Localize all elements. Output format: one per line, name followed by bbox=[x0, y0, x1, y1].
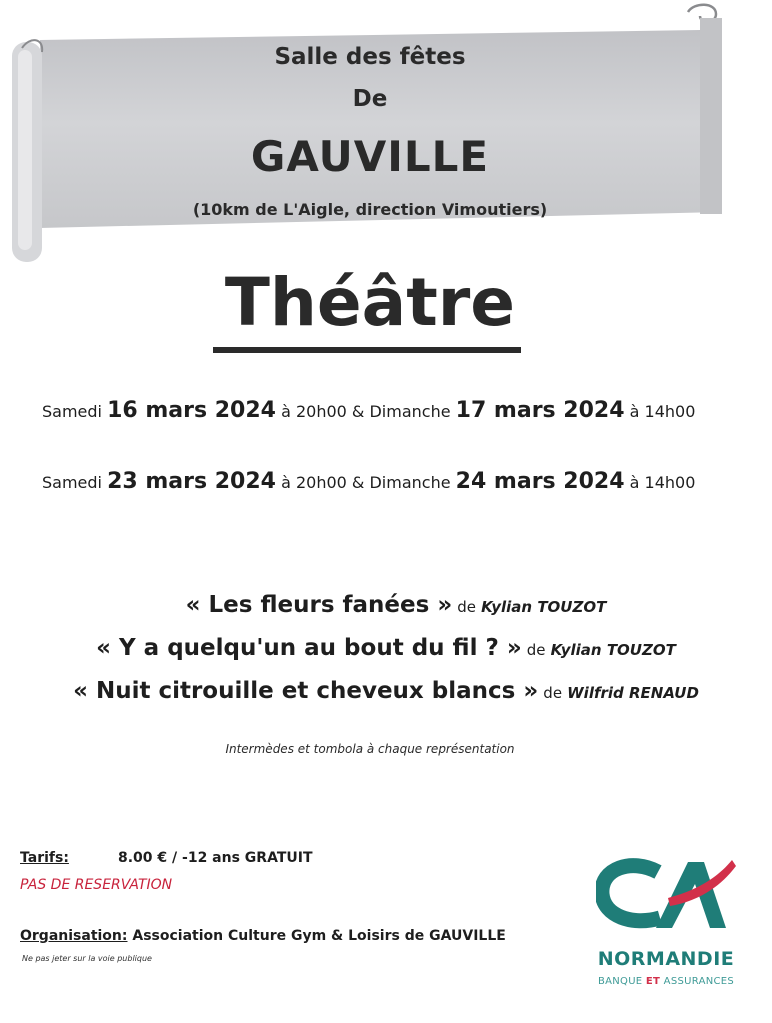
date-value: 23 mars 2024 bbox=[107, 469, 276, 494]
logo-tagline-c: ASSURANCES bbox=[663, 976, 735, 987]
play-title: « Nuit citrouille et cheveux blancs » bbox=[73, 678, 539, 704]
play-author: Kylian TOUZOT bbox=[550, 641, 676, 659]
venue-line: Salle des fêtes bbox=[274, 44, 466, 70]
title-underline bbox=[213, 347, 521, 353]
play-by: de bbox=[526, 641, 546, 659]
page-title: Théâtre bbox=[224, 264, 516, 341]
logo-tagline bbox=[560, 976, 772, 987]
intermission-note: Intermèdes et tombola à chaque représentation bbox=[225, 742, 515, 756]
pricing-value: 8.00 € / -12 ans GRATUIT bbox=[118, 850, 313, 866]
play-item bbox=[10, 592, 772, 618]
play-item bbox=[0, 678, 772, 704]
time-value: à 14h00 bbox=[629, 473, 696, 492]
play-title: « Y a quelqu'un au bout du fil ? » bbox=[96, 635, 522, 661]
date-line bbox=[42, 398, 695, 423]
play-title: « Les fleurs fanées » bbox=[185, 592, 453, 618]
play-item bbox=[0, 635, 772, 661]
organisation-value: Association Culture Gym & Loisirs de GAUVILLE bbox=[132, 928, 506, 944]
no-reservation-notice: PAS DE RESERVATION bbox=[20, 877, 173, 893]
day-label: Samedi bbox=[42, 402, 102, 421]
organisation-row bbox=[20, 928, 506, 944]
logo-tagline-a: BANQUE bbox=[597, 976, 643, 987]
date-value: 24 mars 2024 bbox=[455, 469, 625, 494]
credit-agricole-logo-icon bbox=[596, 852, 736, 940]
day-label: Samedi bbox=[42, 473, 102, 492]
logo-tagline-b: ET bbox=[645, 976, 661, 987]
logo-region-text: NORMANDIE bbox=[597, 948, 735, 970]
day-label: Dimanche bbox=[369, 402, 451, 421]
play-by: de bbox=[543, 684, 563, 702]
organisation-label: Organisation: bbox=[20, 928, 128, 944]
date-line bbox=[42, 469, 695, 494]
pricing-row bbox=[20, 850, 313, 866]
date-value: 16 mars 2024 bbox=[107, 398, 276, 423]
play-author: Kylian TOUZOT bbox=[481, 598, 607, 616]
play-by: de bbox=[457, 598, 477, 616]
no-litter-notice: Ne pas jeter sur la voie publique bbox=[22, 954, 152, 963]
date-value: 17 mars 2024 bbox=[455, 398, 625, 423]
time-value: à 20h00 & bbox=[281, 402, 365, 421]
venue-de: De bbox=[352, 86, 388, 112]
play-author: Wilfrid RENAUD bbox=[567, 684, 699, 702]
day-label: Dimanche bbox=[369, 473, 451, 492]
town-name: GAUVILLE bbox=[250, 132, 490, 181]
time-value: à 20h00 & bbox=[281, 473, 365, 492]
pricing-label: Tarifs: bbox=[20, 850, 69, 866]
time-value: à 14h00 bbox=[629, 402, 696, 421]
location-note: (10km de L'Aigle, direction Vimoutiers) bbox=[192, 200, 548, 219]
